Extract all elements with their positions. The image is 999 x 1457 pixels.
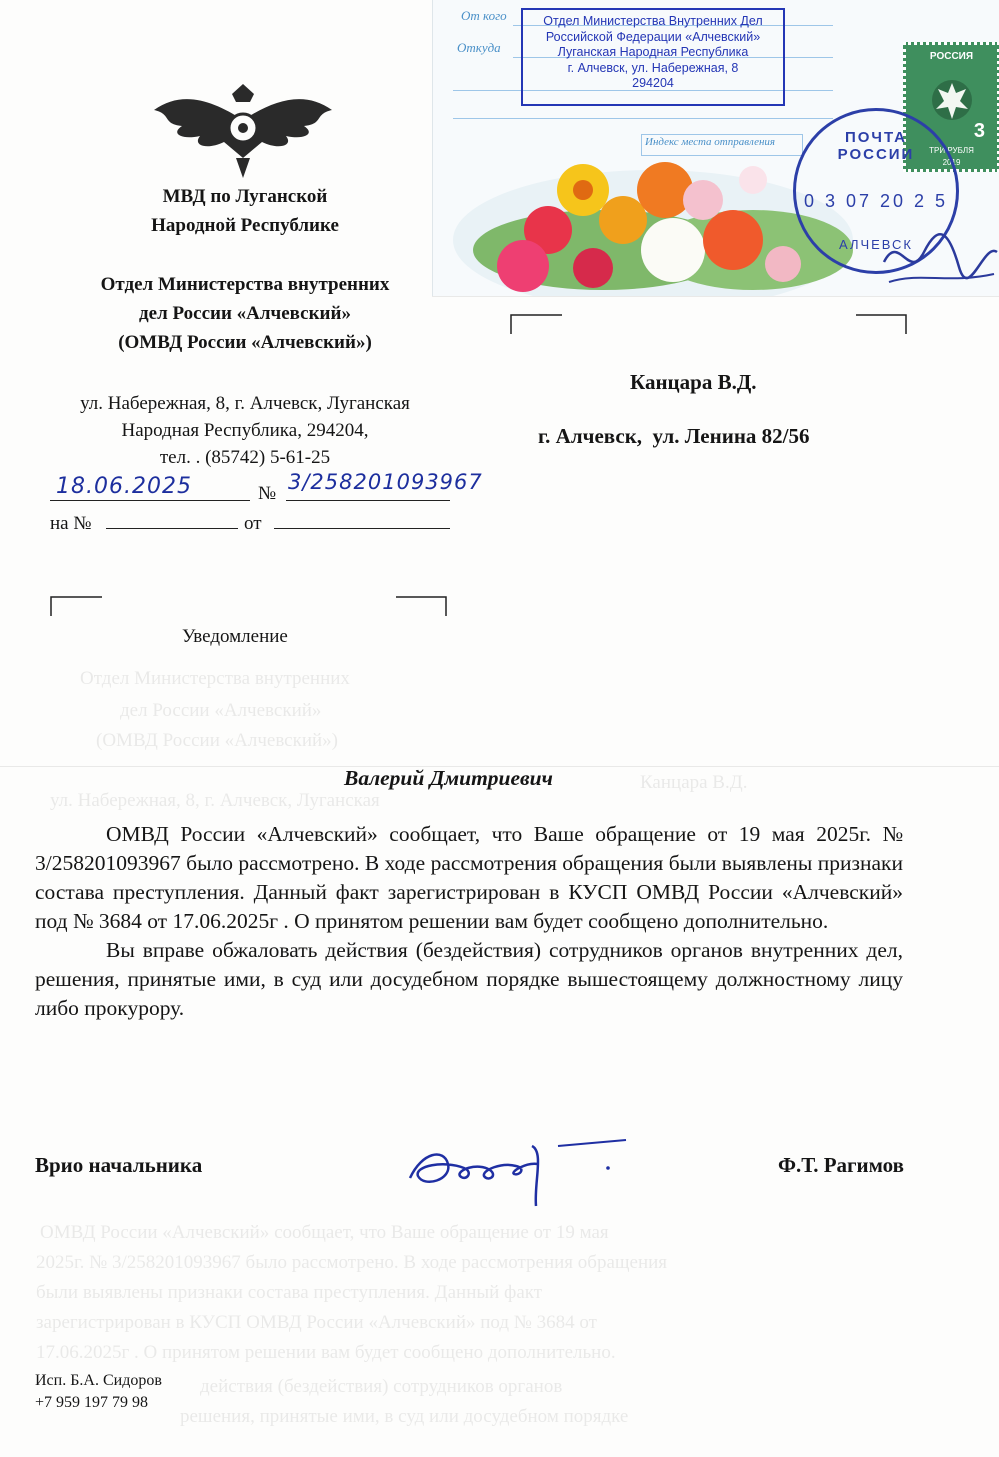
stamp-country: РОССИЯ <box>929 51 974 62</box>
show-through-text: Канцара В.Д. <box>640 772 748 793</box>
envelope-where-label: Откуда <box>457 40 501 55</box>
mvd-emblem-icon <box>152 80 334 180</box>
sender-stamp-line: г. Алчевск, ул. Набережная, 8 <box>567 60 739 75</box>
stamp-value-words: ТРИ РУБЛЯ <box>929 146 974 155</box>
address-line: тел. . (85742) 5-61-25 <box>159 447 331 468</box>
department-line: (ОМВД России «Алчевский») <box>118 332 372 353</box>
number-underline <box>286 500 450 501</box>
corner-bracket <box>510 314 910 336</box>
show-through-text: ул. Набережная, 8, г. Алчевск, Луганская <box>50 790 380 811</box>
show-through-text: Отдел Министерства внутренних <box>80 668 350 689</box>
double-headed-eagle-icon <box>930 75 974 125</box>
postmark-bottom: АЛЧЕВСК <box>838 237 914 252</box>
envelope <box>432 0 999 296</box>
envelope-index-label: Индекс места отправления <box>645 136 776 148</box>
address-line: ул. Набережная, 8, г. Алчевск, Луганская <box>80 393 410 414</box>
fold-crease <box>432 296 999 297</box>
show-through-text: решения, принятые ими, в суд или досудебном порядке <box>180 1406 629 1427</box>
reference-from-label: от <box>244 513 262 534</box>
executor-phone: +7 959 197 79 98 <box>35 1394 149 1411</box>
sender-stamp <box>521 8 785 106</box>
sender-stamp-line: Отдел Министерства Внутренних Дел <box>543 14 763 28</box>
body-paragraph: ОМВД России «Алчевский» сообщает, что Ваше обращение от 19 мая 2025г. № 3/258201093967 было рассмотрено. В ходе рассмотрения обращения были выявлены признаки состава преступления. Данный факт зарегистрирован в КУСП ОМВД России «Алчевский» под № 3684 от 17.06.2025г . О принятом решении вам будет сообщено дополнительно. <box>35 822 903 933</box>
signer-name: Ф.Т. Рагимов <box>778 1153 904 1177</box>
postmark-date: 0 3 07 20 2 5 <box>803 191 949 211</box>
sender-stamp-line: 294204 <box>632 76 674 90</box>
flower-bouquet-image <box>453 140 853 296</box>
letter-body <box>35 820 903 1023</box>
body-paragraph: Вы вправе обжаловать действия (бездействия) сотрудников органов внутренних дел, решения, принятые ими, в суд или досудебном порядке вышестоящему должностному лицу либо прокурору. <box>35 938 903 1020</box>
corner-bracket <box>50 596 450 618</box>
department-line: дел России «Алчевский» <box>139 303 351 324</box>
outgoing-number: 3/258201093967 <box>288 470 483 494</box>
reference-date-underline <box>274 528 450 529</box>
handwritten-signature <box>404 1132 634 1212</box>
show-through-text: ОМВД России «Алчевский» сообщает, что Ваше обращение от 19 мая <box>40 1222 609 1243</box>
postal-handwriting <box>879 222 999 292</box>
recipient-name: Канцара В.Д. <box>630 370 757 394</box>
show-through-text: зарегистрирован в КУСП ОМВД России «Алчевский» под № 3684 от <box>36 1312 597 1333</box>
sender-stamp-line: Луганская Народная Республика <box>557 45 749 59</box>
outgoing-date: 18.06.2025 <box>56 474 192 499</box>
address-line: Народная Республика, 294204, <box>121 420 369 441</box>
envelope-line <box>453 118 833 119</box>
ministry-line: Народной Республике <box>151 215 339 236</box>
ministry-line: МВД по Луганской <box>162 186 328 207</box>
show-through-text: дел России «Алчевский» <box>120 700 322 721</box>
reference-label: на № <box>50 513 92 534</box>
show-through-text: 17.06.2025г . О принятом решении вам будет сообщено дополнительно. <box>36 1342 616 1363</box>
date-underline <box>50 500 250 501</box>
recipient-address: г. Алчевск, ул. Ленина 82/56 <box>538 424 810 448</box>
reference-underline <box>106 528 238 529</box>
ministry-name <box>95 182 395 240</box>
document-title: Уведомление <box>182 626 288 647</box>
executor-name: Исп. Б.А. Сидоров <box>35 1372 162 1389</box>
show-through-text: (ОМВД России «Алчевский») <box>96 730 338 751</box>
show-through-text: действия (бездействия) сотрудников органов <box>200 1376 563 1397</box>
department-line: Отдел Министерства внутренних <box>100 274 390 295</box>
sender-stamp-line: Российской Федерации «Алчевский» <box>545 29 761 44</box>
stamp-year: 2019 <box>942 158 961 167</box>
envelope-from-label: От кого <box>461 8 507 23</box>
department-name <box>45 270 445 357</box>
show-through-text: были выявлены признаки состава преступления. Данный факт <box>36 1282 543 1303</box>
department-address <box>35 390 455 471</box>
salutation: Валерий Дмитриевич <box>344 766 553 790</box>
outgoing-number-label: № <box>258 483 277 504</box>
stamp-value: 3 <box>973 120 985 142</box>
postmark-top: ПОЧТА РОССИИ <box>837 129 915 163</box>
signer-position: Врио начальника <box>35 1153 203 1177</box>
show-through-text: 2025г. № 3/258201093967 было рассмотрено. В ходе рассмотрения обращения <box>36 1252 668 1273</box>
